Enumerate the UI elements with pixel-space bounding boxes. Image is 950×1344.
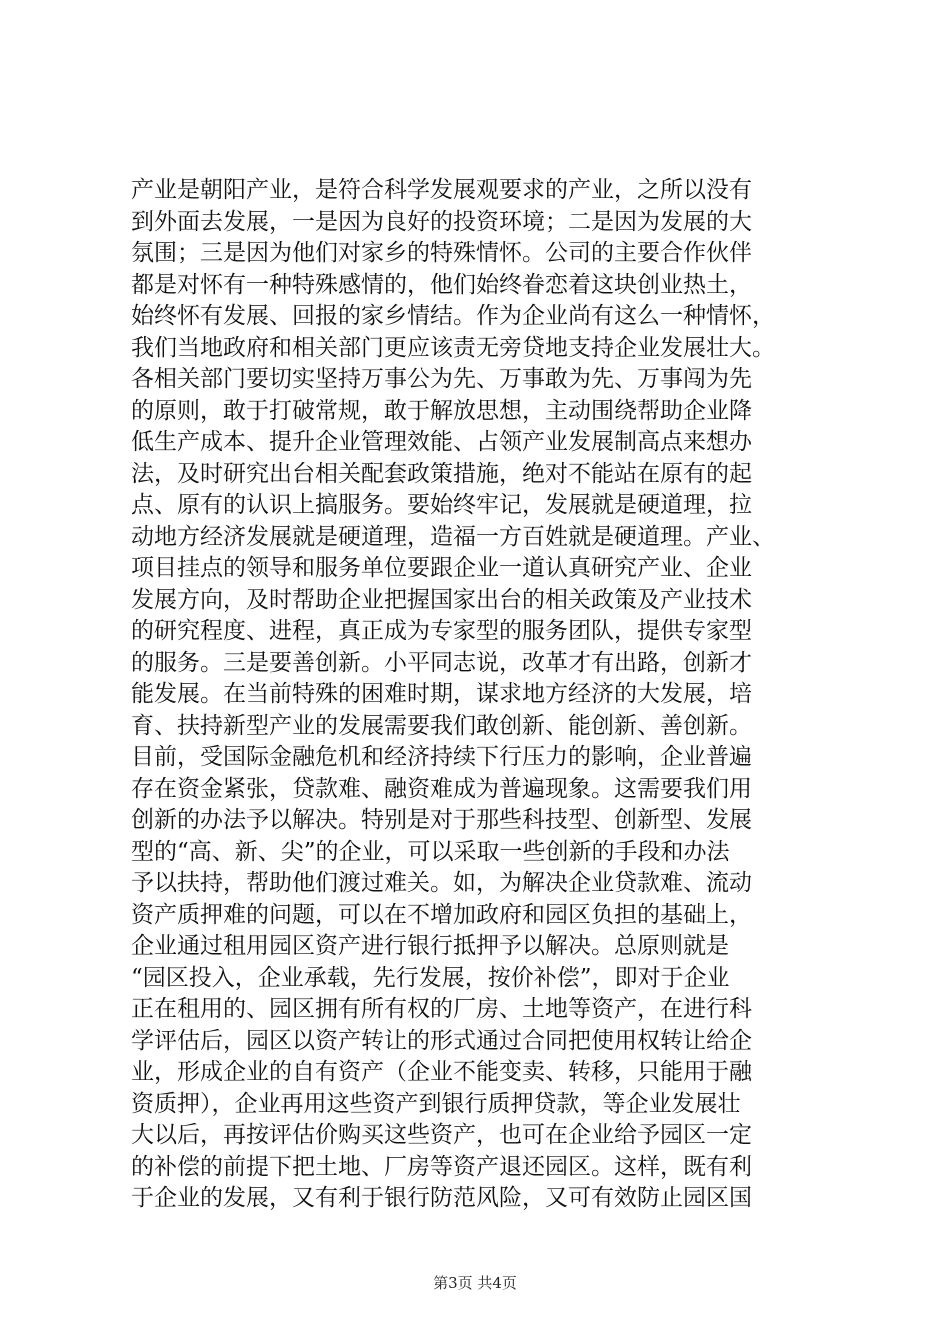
- text-line: 始终怀有发展、回报的家乡情结。作为企业尚有这么一种情怀，: [131, 303, 775, 329]
- text-line: 的研究程度、进程，真正成为专家型的服务团队，提供专家型: [131, 618, 752, 644]
- text-line: 的原则，敢于打破常规，敢于解放思想，主动围绕帮助企业降: [131, 397, 752, 424]
- text-line: 动地方经济发展就是硬道理，造福一方百姓就是硬道理。产业、: [131, 523, 775, 550]
- text-line: 资质押），企业再用这些资产到银行质押贷款，等企业发展壮: [131, 1090, 741, 1117]
- text-line: “园区投入，企业承载，先行发展，按价补偿”，即对于企业: [131, 964, 730, 991]
- text-line: 各相关部门要切实坚持万事公为先、万事敢为先、万事闯为先: [131, 366, 752, 392]
- text-line: 资产质押难的问题，可以在不增加政府和园区负担的基础上，: [131, 901, 752, 928]
- text-line: 大以后，再按评估价购买这些资产，也可在企业给予园区一定: [131, 1122, 752, 1148]
- text-line: 都是对怀有一种特殊感情的，他们始终眷恋着这块创业热土，: [131, 271, 752, 298]
- text-line: 的服务。三是要善创新。小平同志说，改革才有出路，创新才: [131, 649, 752, 676]
- text-line: 目前，受国际金融危机和经济持续下行压力的影响，企业普遍: [131, 744, 752, 770]
- text-line: 育、扶持新型产业的发展需要我们敢创新、能创新、善创新。: [131, 712, 752, 739]
- text-line: 低生产成本、提升企业管理效能、占领产业发展制高点来想办: [131, 429, 752, 455]
- text-line: 能发展。在当前特殊的困难时期，谋求地方经济的大发展，培: [131, 681, 752, 707]
- text-line: 于企业的发展，又有利于银行防范风险，又可有效防止园区国: [131, 1185, 752, 1211]
- text-line: 我们当地政府和相关部门更应该责无旁贷地支持企业发展壮大。: [131, 334, 775, 361]
- text-line: 项目挂点的领导和服务单位要跟企业一道认真研究产业、企业: [131, 555, 752, 581]
- text-line: 产业是朝阳产业，是符合科学发展观要求的产业，之所以没有: [131, 177, 752, 203]
- text-line: 到外面去发展，一是因为良好的投资环境；二是因为发展的大: [131, 208, 752, 235]
- text-line: 正在租用的、园区拥有所有权的厂房、土地等资产，在进行科: [131, 996, 752, 1022]
- text-line: 发展方向，及时帮助企业把握国家出台的相关政策及产业技术: [131, 586, 752, 613]
- text-line: 创新的办法予以解决。特别是对于那些科技型、创新型、发展: [131, 807, 752, 833]
- text-line: 点、原有的认识上搞服务。要始终牢记，发展就是硬道理，拉: [131, 492, 752, 518]
- page-number: 第3页 共4页: [433, 1274, 517, 1292]
- text-line: 存在资金紧张，贷款难、融资难成为普遍现象。这需要我们用: [131, 775, 752, 802]
- text-line: 予以扶持，帮助他们渡过难关。如，为解决企业贷款难、流动: [131, 870, 752, 896]
- text-line: 业，形成企业的自有资产（企业不能变卖、转移，只能用于融: [131, 1059, 752, 1085]
- text-line: 的补偿的前提下把土地、厂房等资产退还园区。这样，既有利: [131, 1153, 752, 1180]
- text-line: 法，及时研究出台相关配套政策措施，绝对不能站在原有的起: [131, 460, 752, 487]
- text-line: 氛围；三是因为他们对家乡的特殊情怀。公司的主要合作伙伴: [131, 240, 752, 266]
- text-line: 型的“高、新、尖”的企业，可以采取一些创新的手段和办法: [131, 838, 730, 865]
- text-line: 企业通过租用园区资产进行银行抵押予以解决。总原则就是: [131, 933, 729, 959]
- body-text: [131, 175, 831, 1215]
- text-line: 学评估后，园区以资产转让的形式通过合同把使用权转让给企: [131, 1027, 752, 1054]
